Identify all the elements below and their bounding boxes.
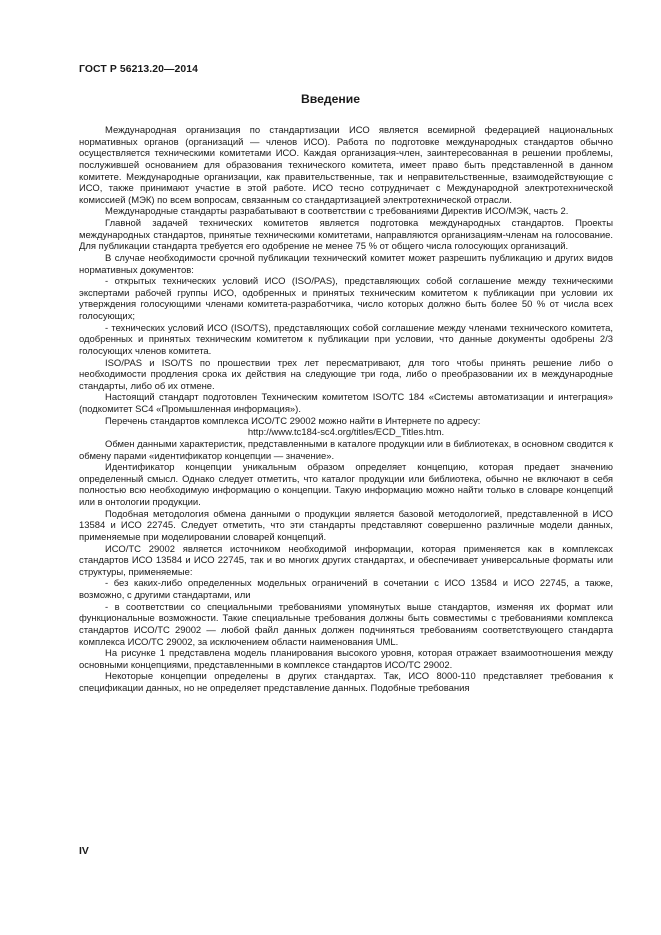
paragraph-data-exchange: Обмен данными характеристик, представленными в каталоге продукции или в библиотеках, в основном сводится к обмену парами «идентификатор концепции — значение». xyxy=(79,438,613,462)
paragraph-methodology: Подобная методология обмена данными о продукции является базовой методологией, представленной в ИСО 13584 и ИСО 22745. Следует отметить, что эти стандарты представляют совершенно различные модели данных, применяемые при моделировании словарей концепций. xyxy=(79,508,613,543)
list-item-no-restrictions: - без каких-либо определенных модельных ограничений в сочетании с ИСО 13584 и ИСО 22745, а также, возможно, с другими стандартами, или xyxy=(79,578,613,601)
paragraph-prepared-by: Настоящий стандарт подготовлен Техническим комитетом ISO/TC 184 «Системы автоматизации и интеграция» (подкомитет SC4 «Промышленная информация»). xyxy=(79,392,613,415)
section-title: Введение xyxy=(300,92,361,106)
standards-url: http://www.tc184-sc4.org/titles/ECD_Titles.htm. xyxy=(247,427,445,439)
paragraph-figure-1: На рисунке 1 представлена модель планирования высокого уровня, которая отражает взаимоотношения между основными концепциями, представленными в комплексе стандартов ИСО/ТС 29002. xyxy=(79,648,613,671)
document-code: ГОСТ Р 56213.20—2014 xyxy=(79,64,198,75)
paragraph-iso-ts-29002: ИСО/ТС 29002 является источником необходимой информации, которая применяется как в комплексах стандартов ИСО 13584 и ИСО 22745, так и во многих других стандартах, и обеспечивает универсальные форматы или структуры, применяемые: xyxy=(79,543,613,578)
paragraph-concept-identifier: Идентификатор концепции уникальным образом определяет концепцию, которая предает значению определенный смысл. Однако следует отметить, что каталог продукции или библиотека, обычно не включают в себя полностью всю необходимую информацию о концепции. Такую информацию можно найти только в словаре концепций или в онтологии продукции. xyxy=(79,462,613,508)
paragraph-other-standards: Некоторые концепции определены в других стандартах. Так, ИСО 8000-110 представляет требования к спецификации данных, но не определяет представление данных. Подобные требования xyxy=(79,671,613,694)
list-item-ts: - технических условий ИСО (ISO/TS), представляющих собой соглашение между членами технического комитета, одобренных и принятых техническим комитетом к публикации при условии, что данные документы одобрены 2/3 голосующих членов комитета. xyxy=(79,322,613,357)
paragraph-directives: Международные стандарты разрабатывают в соответствии с требованиями Директив ИСО/МЭК, часть 2. xyxy=(105,206,569,218)
page-number: IV xyxy=(79,846,89,857)
list-item-special-requirements: - в соответствии со специальными требованиями упомянутых выше стандартов, изменяя их формат или функциональные возможности. Такие специальные требования должны быть совместимы с требованиями комплекса стандартов ИСО/ТС 29002 — любой файл данных должен подчиняться требованиям соответствующего стандарта комплекса ИСО/ТС 29002, за исключением области наименования UML. xyxy=(79,601,613,648)
paragraph-committees: Главной задачей технических комитетов является подготовка международных стандартов. Проекты международных стандартов, принятые техническими комитетами, направляются организациям-членам на голосование. Для публикации стандарта требуется его одобрение не менее 75 % от общего числа голосующих организаций. xyxy=(79,218,613,253)
paragraph-standards-list: Перечень стандартов комплекса ИСО/ТС 29002 можно найти в Интернете по адресу: xyxy=(105,415,481,427)
paragraph-review: ISO/PAS и ISO/TS по прошествии трех лет пересматривают, для того чтобы принять решение либо о необходимости продления срока их действия на следующие три года, либо о преобразовании их в международные стандарты, либо об их отмене. xyxy=(79,357,613,392)
paragraph-iso-intro: Международная организация по стандартизации ИСО является всемирной федерацией национальных нормативных органов (организаций — членов ИСО). Работа по подготовке международных стандартов обычно осуществляется техническими комитетами ИСО. Каждая организация-член, заинтересованная в решении проблемы, послужившей основанием для образования технического комитета, имеет право быть представленной в данном комитете. Международные организации, как правительственные, так и неправительственные, взаимодействующие с ИСО, также принимают участие в этой работе. ИСО тесно сотрудничает с Международной электротехнической комиссией (МЭК) по всем вопросам, связанным со стандартизацией электротехнической отрасли. xyxy=(79,125,613,206)
body-text xyxy=(79,125,613,695)
list-item-pas: - открытых технических условий ИСО (ISO/PAS), представляющих собой соглашение между техническими экспертами рабочей группы ИСО, одобренных и принятых техническим комитетом к публикации при условии их утверждения голосующими членами комитета-разработчика, число которых должно быть более 50 % от числа всех голосующих; xyxy=(79,276,613,322)
paragraph-urgent-publication: В случае необходимости срочной публикации технический комитет может разрешить публикацию и других видов нормативных документов: xyxy=(79,252,613,276)
